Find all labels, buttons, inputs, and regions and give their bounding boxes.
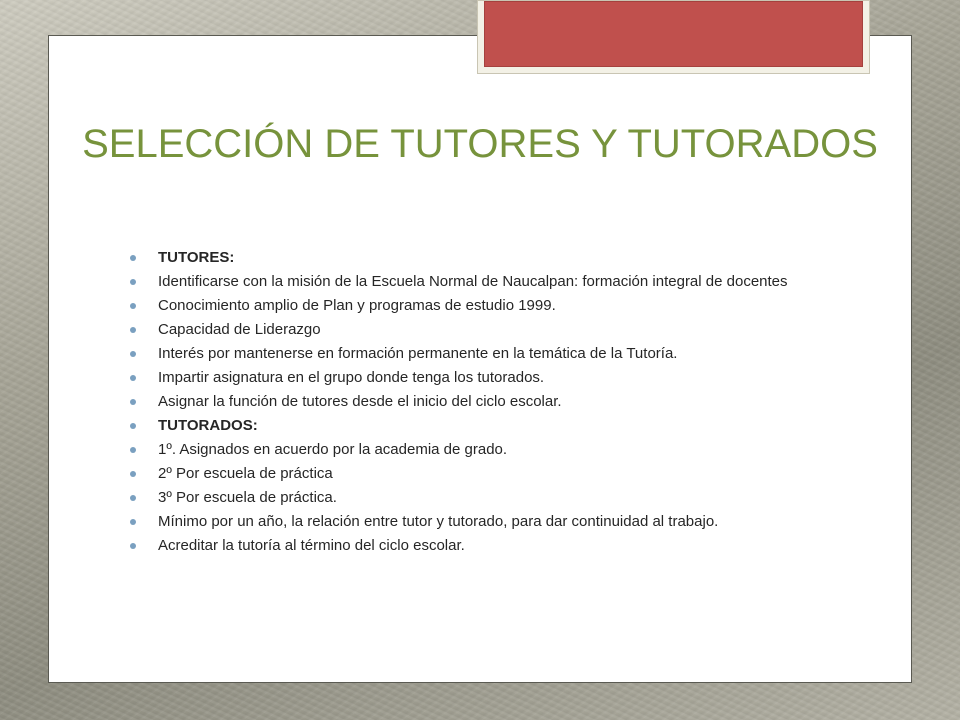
bullet-text: 3º Por escuela de práctica.	[158, 489, 337, 506]
bullet-text: Capacidad de Liderazgo	[158, 321, 321, 338]
bullet-text: Identificarse con la misión de la Escuela Normal de Naucalpan: formación integral de docentes	[158, 273, 788, 290]
bullet-item	[128, 297, 818, 315]
bullet-dot-icon	[130, 423, 136, 429]
bullet-dot-icon	[130, 519, 136, 525]
bullet-text: 2º Por escuela de práctica	[158, 465, 333, 482]
bullet-item	[128, 441, 818, 459]
bullet-item	[128, 345, 818, 363]
bullet-dot-icon	[130, 375, 136, 381]
bullet-dot-icon	[130, 399, 136, 405]
bullet-dot-icon	[130, 303, 136, 309]
bullet-item	[128, 537, 818, 555]
bullet-item	[128, 513, 818, 531]
bullet-text: Mínimo por un año, la relación entre tutor y tutorado, para dar continuidad al trabajo.	[158, 513, 719, 530]
bullet-item	[128, 417, 818, 435]
bullet-dot-icon	[130, 447, 136, 453]
bullet-text: 1º. Asignados en acuerdo por la academia de grado.	[158, 441, 508, 458]
bullet-dot-icon	[130, 279, 136, 285]
bullet-item	[128, 393, 818, 411]
accent-frame	[477, 0, 870, 74]
bullet-text: Interés por mantenerse en formación permanente en la temática de la Tutoría.	[158, 345, 678, 362]
bullet-dot-icon	[130, 351, 136, 357]
bullet-item	[128, 249, 818, 267]
bullet-item	[128, 489, 818, 507]
bullet-text: Impartir asignatura en el grupo donde tenga los tutorados.	[158, 369, 545, 386]
bullet-text: TUTORES:	[158, 249, 235, 266]
bullet-text: Asignar la función de tutores desde el inicio del ciclo escolar.	[158, 393, 562, 410]
bullet-text: Conocimiento amplio de Plan y programas de estudio 1999.	[158, 297, 556, 314]
accent-block	[484, 1, 863, 67]
bullet-item	[128, 369, 818, 387]
bullet-text: Acreditar la tutoría al término del ciclo escolar.	[158, 537, 465, 554]
bullet-dot-icon	[130, 255, 136, 261]
bullet-item	[128, 321, 818, 339]
slide-title: SELECCIÓN DE TUTORES Y TUTORADOS	[82, 122, 878, 166]
bullet-item	[128, 465, 818, 483]
bullet-text: TUTORADOS:	[158, 417, 258, 434]
bullet-item	[128, 273, 818, 291]
bullet-dot-icon	[130, 543, 136, 549]
bullet-dot-icon	[130, 471, 136, 477]
bullet-dot-icon	[130, 327, 136, 333]
bullet-dot-icon	[130, 495, 136, 501]
bullet-list	[128, 249, 818, 561]
